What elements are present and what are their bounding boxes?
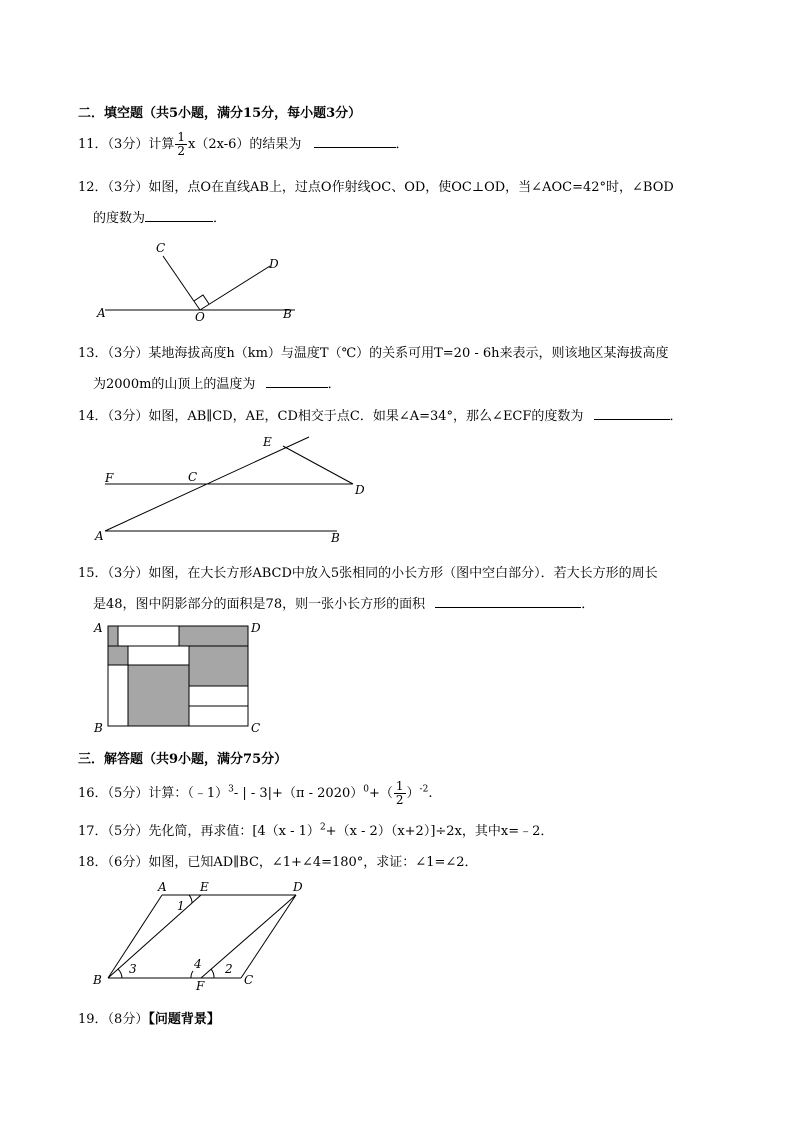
exponent: -2 (419, 784, 429, 795)
answer-blank (145, 209, 213, 222)
label-D: D (355, 483, 365, 497)
figure-q15 (90, 616, 270, 736)
question-score: （8分） (107, 1012, 149, 1027)
section-2-title: 二．填空题（共5小题，满分15分，每小题3分） (78, 106, 362, 121)
question-text: 如图，AB∥CD，AE，CD相交于点C．如果∠A=34°，那么∠ECF的度数为 (148, 409, 584, 424)
label-D: D (269, 257, 279, 271)
question-number: 11． (78, 137, 108, 152)
question-text: 计算 (148, 137, 175, 152)
exponent: 3 (228, 784, 234, 795)
fraction-numerator: 1 (395, 779, 404, 793)
question-score: （5分） (107, 786, 149, 801)
label-A: A (94, 621, 103, 635)
figure-q12 (95, 238, 305, 328)
angle-label-4: 4 (194, 957, 202, 971)
question-number: 14． (78, 409, 108, 424)
question-number: 16． (78, 786, 108, 801)
angle-label-2: 2 (225, 962, 233, 976)
question-text: 为2000m的山顶上的温度为 (93, 377, 256, 392)
expression: - | - 3|+（π - 2020） (233, 786, 364, 801)
label-B: B (93, 973, 102, 987)
expression: +（ (368, 786, 393, 801)
label-C: C (156, 241, 166, 255)
question-score: （3分） (107, 137, 149, 152)
fraction-denominator: 2 (177, 144, 185, 158)
exponent: 2 (319, 822, 326, 833)
label-C: C (188, 470, 198, 484)
question-13-line2: 为2000m的山顶上的温度为 ． (93, 377, 341, 392)
label-A: A (158, 880, 167, 894)
question-number: 12． (78, 180, 108, 195)
question-text: 的结果为 (249, 137, 302, 152)
label-D: D (251, 621, 261, 635)
question-11: 11．（3分）计算 $\frac{1}{2}$ x（2x-6）的结果为 ． (78, 130, 409, 158)
exponent: 0 (363, 784, 369, 795)
label-E: E (200, 880, 209, 894)
expression: x（2x-6） (187, 137, 250, 152)
expression: ） (406, 786, 420, 801)
section-3-title: 三．解答题（共9小题，满分75分） (78, 752, 288, 767)
question-text: +（x - 2）（x+2）]÷2x，其中x=﹣2． (325, 824, 554, 839)
answer-blank (594, 407, 670, 420)
question-number: 18． (78, 855, 108, 870)
label-B: B (283, 307, 292, 321)
fraction-denominator: 2 (395, 793, 404, 807)
question-12-line2: 的度数为 ． (93, 211, 227, 226)
label-A: A (97, 306, 106, 320)
question-14: 14．（3分）如图，AB∥CD，AE，CD相交于点C．如果∠A=34°，那么∠ECF的度数为 ． (78, 409, 683, 424)
label-B: B (94, 721, 103, 735)
label-F: F (196, 979, 205, 993)
answer-blank (266, 375, 328, 388)
label-D: D (293, 880, 303, 894)
question-text: 如图，已知AD∥BC，∠1+∠4=180°，求证：∠1=∠2． (148, 855, 478, 870)
fraction (394, 780, 406, 807)
question-13 (78, 342, 669, 361)
label-F: F (105, 471, 114, 485)
label-C: C (244, 973, 254, 987)
question-number: 15． (78, 566, 108, 581)
question-number: 17． (78, 824, 108, 839)
figure-q18 (88, 876, 318, 994)
label-B: B (331, 531, 340, 545)
figure-q14 (95, 432, 375, 544)
question-text: 的度数为 (93, 211, 146, 226)
question-text: 计算：（﹣1） (148, 786, 229, 801)
fraction-numerator: 1 (177, 130, 185, 144)
answer-blank (314, 135, 396, 148)
expression: . (428, 786, 433, 801)
question-number: 13． (78, 346, 108, 361)
question-18 (78, 851, 478, 870)
question-text: 如图，在大长方形ABCD中放入5张相同的小长方形（图中空白部分）．若大长方形的周长 (148, 566, 658, 581)
answer-blank (435, 595, 581, 608)
angle-label-3: 3 (129, 962, 137, 976)
question-score: （3分） (107, 409, 149, 424)
question-19 (78, 1008, 220, 1027)
question-score: （3分） (107, 346, 149, 361)
question-15-line2: 是48，图中阴影部分的面积是78，则一张小长方形的面积 ． (93, 597, 595, 612)
label-O: O (195, 310, 205, 324)
question-16 (78, 780, 432, 807)
angle-label-1: 1 (177, 899, 185, 913)
label-E: E (263, 435, 272, 449)
question-text: 【问题背景】 (148, 1012, 220, 1027)
question-score: （6分） (107, 855, 149, 870)
question-text: 某地海拔高度h（km）与温度T（℃）的关系可用T=20 - 6h来表示，则该地区某海拔高度 (148, 346, 669, 361)
question-15 (78, 562, 658, 581)
label-A: A (95, 529, 104, 543)
label-C: C (251, 721, 261, 735)
question-17 (78, 820, 553, 839)
question-text: 先化简，再求值：[4（x - 1） (148, 824, 320, 839)
question-text: 是48，图中阴影部分的面积是78，则一张小长方形的面积 (93, 597, 426, 612)
question-score: （3分） (107, 180, 149, 195)
question-text: 如图，点O在直线AB上，过点O作射线OC、OD，使OC⊥OD，当∠AOC=42°时，∠BOD (148, 180, 674, 195)
question-12 (78, 176, 674, 195)
question-score: （3分） (107, 566, 149, 581)
fraction (175, 131, 187, 158)
question-score: （5分） (107, 824, 149, 839)
question-number: 19． (78, 1012, 108, 1027)
